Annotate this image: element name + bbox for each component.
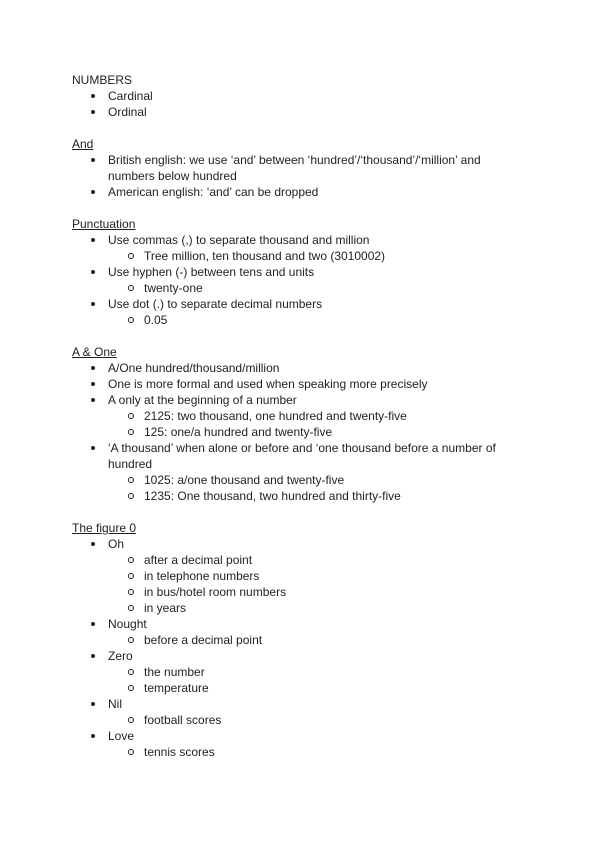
figure-0-list [72,536,512,760]
sub-list-item: before a decimal point [72,632,512,648]
list-item: A/One hundred/thousand/million [72,360,512,376]
list-item: Cardinal [72,88,512,104]
sub-list-item: in bus/hotel room numbers [72,584,512,600]
sub-list-item: 0.05 [72,312,512,328]
list-item: ‘A thousand’ when alone or before and ‘one thousand before a number of hundred [72,440,512,472]
sub-list-item: temperature [72,680,512,696]
sub-list-item: 1235: One thousand, two hundred and thirty-five [72,488,512,504]
section-heading-punctuation: Punctuation [72,217,136,231]
list-item: Oh [72,536,512,552]
list-item: Use commas (,) to separate thousand and million [72,232,512,248]
sub-list-item: twenty-one [72,280,512,296]
sub-list-item: after a decimal point [72,552,512,568]
list-item: Love [72,728,512,744]
section-heading-a-one: A & One [72,345,117,359]
list-item: Nil [72,696,512,712]
a-one-list [72,360,512,504]
intro-list [72,88,512,120]
sub-list-item: Tree million, ten thousand and two (3010002) [72,248,512,264]
list-item: American english: ‘and’ can be dropped [72,184,512,200]
section-heading-and: And [72,137,94,151]
sub-list-item: 1025: a/one thousand and twenty-five [72,472,512,488]
sub-list-item: 125: one/a hundred and twenty-five [72,424,512,440]
section-heading-figure-0: The figure 0 [72,521,137,535]
list-item: Zero [72,648,512,664]
list-item: Ordinal [72,104,512,120]
list-item: A only at the beginning of a number [72,392,512,408]
sub-list-item: football scores [72,712,512,728]
sub-list-item: tennis scores [72,744,512,760]
sub-list-item: in years [72,600,512,616]
and-list [72,152,512,200]
punctuation-list [72,232,512,328]
document-title: NUMBERS [72,73,133,87]
sub-list-item: 2125: two thousand, one hundred and twenty-five [72,408,512,424]
document-page [72,72,512,760]
list-item: One is more formal and used when speaking more precisely [72,376,512,392]
list-item: British english: we use ‘and’ between ‘hundred’/‘thousand’/‘million’ and numbers below hundred [72,152,512,184]
list-item: Use dot (.) to separate decimal numbers [72,296,512,312]
sub-list-item: the number [72,664,512,680]
list-item: Use hyphen (-) between tens and units [72,264,512,280]
list-item: Nought [72,616,512,632]
sub-list-item: in telephone numbers [72,568,512,584]
